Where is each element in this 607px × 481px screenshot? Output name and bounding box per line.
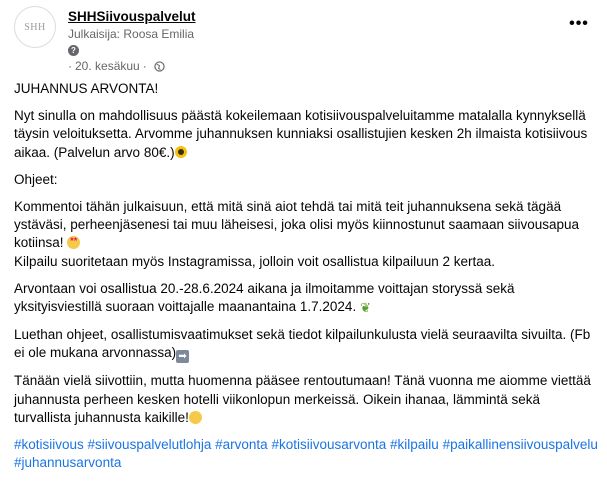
hashtag-link[interactable]: #paikallinensiivouspalvelu <box>442 437 598 453</box>
hashtag-link[interactable]: #siivouspalvelutlohja <box>87 437 212 453</box>
more-dots-icon[interactable]: ••• <box>569 15 589 32</box>
star-struck-emoji-icon <box>67 236 80 249</box>
author-line: Julkaisija: Roosa Emilia <box>68 27 195 41</box>
avatar[interactable]: SHH <box>14 6 56 48</box>
post-paragraph: Kommentoi tähän julkaisuun, että mitä sinä aiot tehdä tai mitä teit juhannuksena sekä tägää ystäväsi, perheenjäsenesi tai muu läheisesi, joka olisi myös kiinnostunut saamaan siivousapua kotiinsa! ★ ★ Kilpailu suoritetaan myös Instagramissa, jolloin voit osallistua kilpailuun 2 kertaa. <box>14 198 599 271</box>
right-arrow-icon: ➡ <box>176 350 189 363</box>
post-paragraph: Arvontaan voi osallistua 20.-28.6.2024 aikana ja ilmoitamme voittajan storyssä sekä yksityisviestillä suoraan voittajalle maanantaina 1.7.2024. ❦ <box>14 280 599 317</box>
globe-icon <box>154 61 165 72</box>
seedling-icon: ❦ <box>359 300 371 316</box>
hashtag-link[interactable]: #juhannusarvonta <box>14 455 122 471</box>
post-paragraph: Nyt sinulla on mahdollisuus päästä kokeilemaan kotisiivouspalveluitamme matalalla kynnyksellä täysin veloituksetta. Arvomme juhannuksen kunniaksi osallistujien kesken 2h ilmaista kotisiivous aikaa. (Palvelun arvo 80€.) <box>14 108 588 160</box>
page-name-link[interactable]: SHHSiivouspalvelut <box>68 9 196 24</box>
time-separator-2: · <box>142 59 147 73</box>
post-paragraph: Tänään vielä siivottiin, mutta huomenna pääsee rentoutumaan! Tänä vuonna me aiomme viettää juhannusta perheen kesken hotelli viikonlopun merkeissä. Oikein ihanaa, lämmintä sekä turvallista juhannusta kaikille! <box>14 373 591 425</box>
hashtag-link[interactable]: #kotisiivous <box>14 437 84 453</box>
post-paragraph: Ohjeet: <box>14 171 58 187</box>
post-time[interactable]: 20. kesäkuu <box>75 59 140 73</box>
post-header <box>14 6 196 73</box>
question-icon[interactable]: ? <box>68 45 79 56</box>
hashtag-link[interactable]: #kotisiivousarvonta <box>271 437 387 453</box>
sunflower-icon <box>175 146 187 158</box>
hashtag-link[interactable]: #kilpailu <box>390 437 439 453</box>
hashtag-list <box>14 436 599 472</box>
hashtag-link[interactable]: #arvonta <box>215 437 268 453</box>
post-meta <box>68 9 196 73</box>
timestamp-line <box>68 59 196 73</box>
post-title: JUHANNUS ARVONTA! <box>14 81 159 96</box>
smiley-icon <box>189 411 202 424</box>
post-paragraph: Luethan ohjeet, osallistumisvaatimukset sekä tiedot kilpailunkulusta vielä seuraavilta sivuilta. (Fb ei ole mukana arvonnassa) ➡ <box>14 327 591 363</box>
time-separator: · <box>68 59 72 73</box>
post-body <box>14 80 599 481</box>
